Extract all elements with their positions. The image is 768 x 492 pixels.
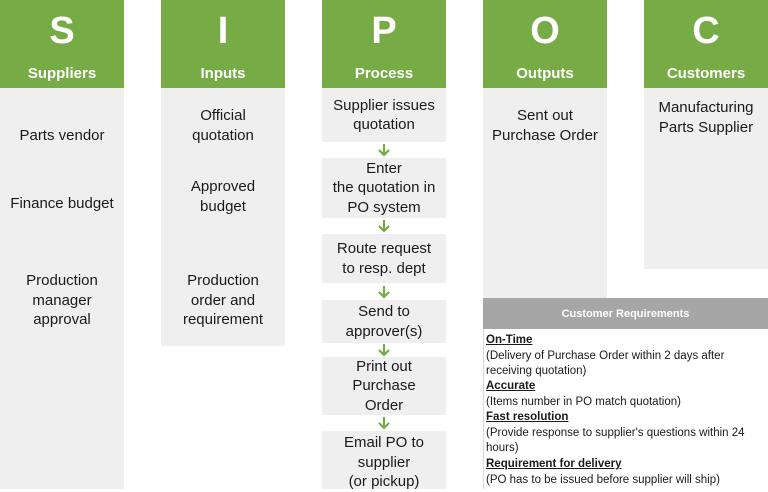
requirement-item [486,333,765,380]
requirement-item [486,379,765,410]
suppliers-header [0,0,124,88]
requirement-text: (Items number in PO match quotation) [486,395,681,408]
input-item: Approved budget [190,178,256,215]
process-step-label: Print out Purchase Order [352,357,416,414]
process-step [322,158,446,218]
suppliers-body [0,88,124,489]
customers-letter: C [692,10,720,52]
process-label: Process [354,65,414,82]
process-step [322,431,446,489]
suppliers-label: Suppliers [27,65,97,82]
column-suppliers [0,0,124,489]
customers-label: Customers [666,65,746,82]
down-arrow-icon [377,143,391,157]
down-arrow-icon [377,343,391,357]
output-item: Sent out Purchase Order [492,107,598,144]
down-arrow-icon [377,416,391,430]
requirement-title: Requirement for delivery [486,458,622,470]
process-header [322,0,446,88]
requirement-text: (Provide response to supplier's questions within 24 hours) [486,426,745,454]
down-arrow-icon [377,285,391,299]
process-step-label: Email PO to supplier (or pickup) [343,434,425,490]
outputs-letter: O [530,10,560,52]
input-item: Production order and requirement [182,272,264,328]
requirement-title: On-Time [486,334,533,346]
customers-body [644,88,768,269]
process-step [322,88,446,142]
supplier-item: Production manager approval [26,272,98,328]
column-customers [644,0,768,269]
process-step-label: Route request to resp. dept [336,240,432,277]
column-outputs [483,0,607,298]
inputs-header [161,0,285,88]
column-inputs [161,0,285,346]
customer-requirements-body [483,329,768,489]
requirement-text: (PO has to be issued before supplier will ship) [486,473,720,486]
process-step [322,357,446,415]
inputs-label: Inputs [200,65,246,82]
input-item: Official quotation [192,107,254,144]
inputs-body [161,88,285,346]
process-step [322,234,446,283]
requirement-title: Fast resolution [486,411,569,423]
requirement-item [486,457,765,488]
column-process [322,0,446,489]
customer-item: Manufacturing Parts Supplier [658,99,754,136]
supplier-item: Parts vendor [19,127,105,144]
requirement-text: (Delivery of Purchase Order within 2 days after receiving quotation) [486,349,725,377]
inputs-letter: I [217,10,229,52]
customer-requirements-title: Customer Requirements [561,307,690,320]
down-arrow-icon [377,219,391,233]
customers-header [644,0,768,88]
requirement-item [486,410,765,457]
outputs-label: Outputs [516,65,574,82]
outputs-header [483,0,607,88]
suppliers-letter: S [49,10,75,52]
process-step [322,300,446,343]
customer-requirements-header [483,298,768,329]
supplier-item: Finance budget [10,195,114,212]
process-letter: P [371,10,397,52]
outputs-body [483,88,607,298]
requirement-title: Accurate [486,380,536,392]
process-step-label: Send to approver(s) [345,303,423,340]
process-step-label: Enter the quotation in PO system [332,159,436,216]
process-step-label: Supplier issues quotation [333,96,435,133]
